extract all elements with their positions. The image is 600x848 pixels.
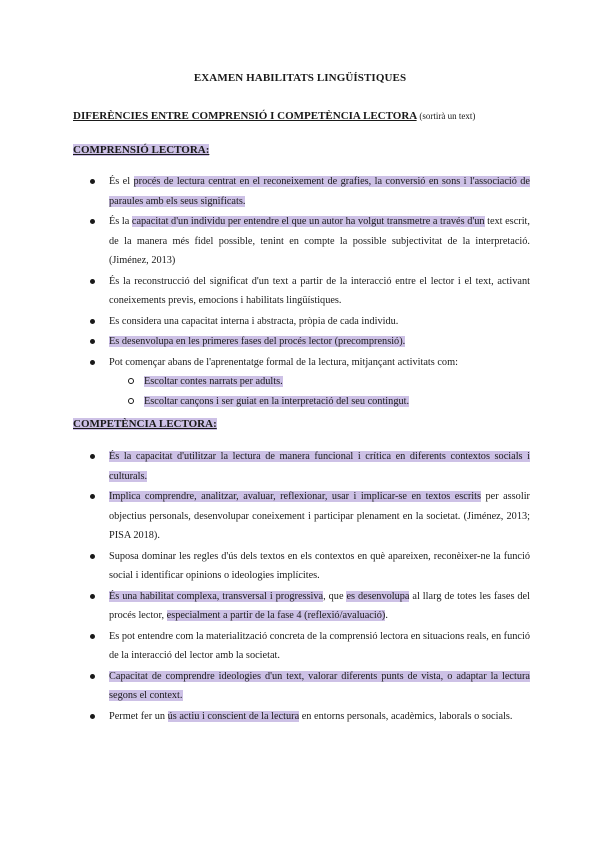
bullet-text: en entorns personals, acadèmics, laborals o socials. (299, 710, 513, 722)
bullet-text: . (385, 610, 388, 621)
list-item (90, 707, 530, 727)
bullet-text: , mitjançant activitats com: (346, 356, 458, 368)
list-item (90, 667, 530, 706)
highlighted-text: Escoltar cançons i ser guiat en la interpretació del seu contingut. (144, 395, 410, 407)
bullet-text: Suposa dominar les regles d'ús dels textos en els contextos en què apareixen, reconèixer-ne la funció social i identificar opinions o ideologies implícites. (109, 550, 530, 581)
highlighted-text: Implica comprendre, analitzar, avaluar, reflexionar, usar i implicar-se en textos escrits (109, 491, 482, 502)
highlighted-text: Capacitat de comprendre ideologies d'un text, valorar diferents punts de vista, o adaptar la lectura segons el context. (109, 670, 530, 701)
list-item (90, 447, 530, 486)
bullet-text: per assolir objectius personals, desenvolupar coneixement i participar plenament en la societat. (Jiménez, 2013; PISA 2018). (109, 491, 530, 541)
bullet-text: al llarg de totes les fases del procés lector, (109, 590, 530, 621)
sub-bullet-list (109, 372, 530, 411)
highlighted-text: És la capacitat d'utilitzar la lectura de manera funcional i crítica en diferents contextos socials i culturals. (109, 451, 530, 482)
bullet-text: , que (323, 590, 347, 602)
bullet-text: Permet fer un (109, 710, 168, 722)
main-heading (73, 110, 475, 122)
list-item (90, 487, 530, 546)
list-item (90, 627, 530, 666)
bullet-text: És la (109, 216, 132, 227)
highlighted-text: especialment a partir de la fase 4 (reflexió/avaluació) (166, 610, 386, 621)
list-item (90, 212, 530, 271)
section-heading-comprensio (73, 144, 209, 156)
competencia-bullet-list (90, 447, 530, 727)
highlighted-text: És una habilitat complexa, transversal i progressiva (109, 590, 324, 602)
highlighted-text: Es desenvolupa en les primeres fases del procés lector (precomprensió). (109, 336, 406, 347)
bullet-text: És la reconstrucció del significat d'un text a partir de la interacció entre el lector i el text, activant coneixements previs, emocions i habilitats lingüístiques. (109, 275, 530, 306)
list-item (90, 353, 530, 412)
list-item (90, 332, 530, 352)
sub-list-item (128, 372, 530, 392)
highlighted-text: es desenvolupa (346, 590, 410, 602)
bullet-text: text escrit, de la manera més fidel possible, tenint en compte la possible subjectivitat de la interpretació. (Jiménez, 2013) (109, 216, 530, 266)
sub-list-item (128, 392, 530, 412)
list-item (90, 172, 530, 211)
highlighted-text: capacitat d'un individu per entendre el que un autor ha volgut transmetre a través d'un (131, 216, 485, 227)
bullet-text: Es considera una capacitat interna i abstracta, pròpia de cada individu. (109, 315, 399, 327)
highlighted-text: procés de lectura centrat en el reconeixement de grafies, la conversió en sons i l'associació de paraules amb els seus significats. (109, 176, 530, 207)
list-item (90, 587, 530, 626)
section-heading-competencia (73, 418, 217, 430)
list-item (90, 547, 530, 586)
section-heading-competencia-text: COMPETÈNCIA LECTORA: (73, 418, 217, 430)
list-item (90, 272, 530, 311)
document-title: EXAMEN HABILITATS LINGÜÍSTIQUES (193, 72, 407, 84)
bullet-text: Es pot entendre com la materialització concreta de la comprensió lectora en situacions reals, en funció de la interacció del lector amb la societat. (109, 630, 530, 661)
section-heading-comprensio-text: COMPRENSIÓ LECTORA: (73, 144, 210, 156)
highlighted-text: Escoltar contes narrats per adults. (144, 376, 283, 387)
bullet-text: És el (109, 176, 134, 187)
highlighted-text: ús actiu i conscient de la lectura (167, 710, 300, 722)
bullet-text: Pot començar abans de l'aprenentatge formal de la lectura (109, 356, 347, 368)
main-heading-text: DIFERÈNCIES ENTRE COMPRENSIÓ I COMPETÈNCIA LECTORA (73, 110, 417, 122)
list-item (90, 312, 530, 332)
main-heading-note: (sortirà un text) (419, 111, 476, 121)
comprensio-bullet-list (90, 172, 530, 412)
